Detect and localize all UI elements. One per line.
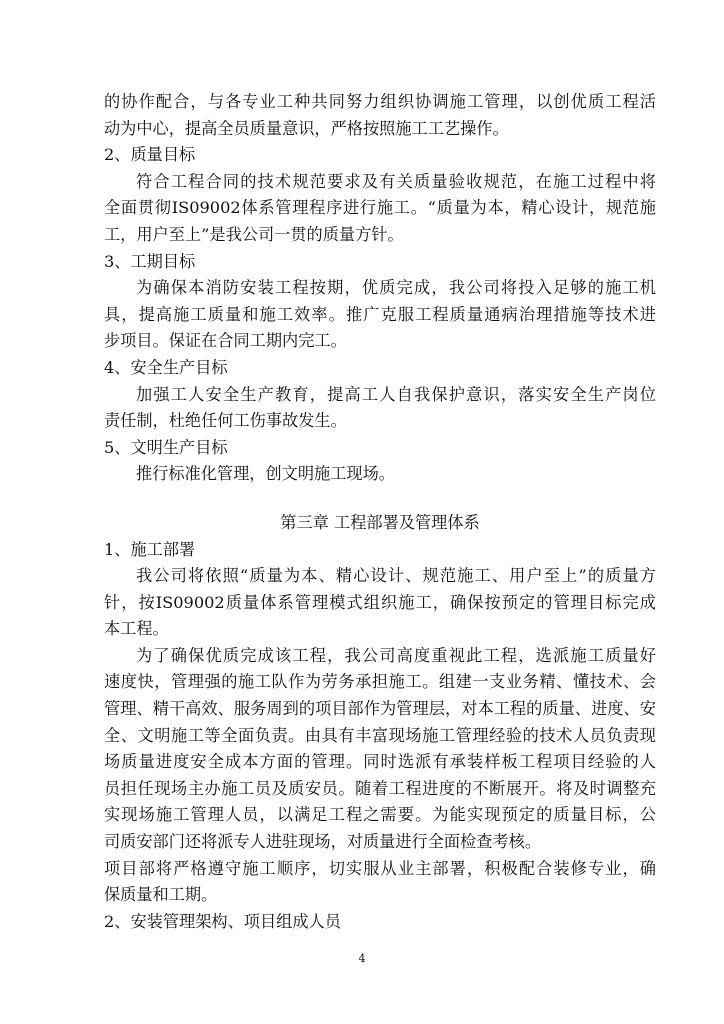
body-line: 场质量进度安全成本方面的管理。同时选派有承装样板工程项目经验的人 xyxy=(104,752,656,772)
body-line: 符合工程合同的技术规范要求及有关质量验收规范，在施工过程中将 xyxy=(136,171,656,191)
body-line: 步项目。保证在合同工期内完工。 xyxy=(104,331,347,351)
body-line: 管理、精干高效、服务周到的项目部作为管理层，对本工程的质量、进度、安 xyxy=(104,699,656,719)
section-heading: 3、工期目标 xyxy=(104,251,196,271)
body-line: 保质量和工期。 xyxy=(104,885,218,905)
body-line: 项目部将严格遵守施工顺序，切实服从业主部署，积极配合装修专业，确 xyxy=(104,858,656,878)
body-line: 全、文明施工等全面负责。由具有丰富现场施工管理经验的技术人员负责现 xyxy=(104,725,656,745)
body-line: 为确保本消防安装工程按期，优质完成，我公司将投入足够的施工机 xyxy=(136,278,656,298)
section-schedule-goal xyxy=(104,249,656,355)
chapter-title: 第三章 工程部署及管理体系 xyxy=(280,512,480,532)
section-quality-goal xyxy=(104,142,656,248)
body-line: 司质安部门还将派专人进驻现场，对质量进行全面检查考核。 xyxy=(104,832,542,852)
section-heading: 2、安装管理架构、项目组成人员 xyxy=(104,911,341,931)
body-line: 的协作配合，与各专业工种共同努力组织协调施工管理，以创优质工程活 xyxy=(104,92,656,111)
body-line: 实现场施工管理人员，以满足工程之需要。为能实现预定的质量目标，公 xyxy=(104,805,656,825)
body-line: 我公司将依照“质量为本、精心设计、规范施工、用户至上”的质量方 xyxy=(136,566,656,586)
body-line: 具，提高施工质量和施工效率。推广克服工程质量通病治理措施等技术进 xyxy=(104,304,656,324)
body-line: 责任制，杜绝任何工伤事故发生。 xyxy=(104,411,347,431)
intro-paragraph xyxy=(104,89,656,142)
body-line: 推行标准化管理，创文明施工现场。 xyxy=(136,464,395,484)
body-line: 针，按IS09002质量体系管理模式组织施工，确保按预定的管理目标完成 xyxy=(104,592,656,612)
section-heading: 4、安全生产目标 xyxy=(104,357,228,377)
section-heading: 5、文明生产目标 xyxy=(104,437,228,457)
body-line: 为了确保优质完成该工程，我公司高度重视此工程，选派施工质量好 xyxy=(136,645,656,665)
body-line: 速度快，管理强的施工队作为劳务承担施工。组建一支业务精、懂技术、会 xyxy=(104,672,656,692)
body-line: 动为中心，提高全员质量意识，严格按照施工工艺操作。 xyxy=(104,118,509,138)
document-body xyxy=(104,89,656,935)
body-line: 加强工人安全生产教育，提高工人自我保护意识，落实安全生产岗位 xyxy=(136,384,656,404)
section-safety-goal xyxy=(104,355,656,435)
section-deployment xyxy=(104,537,656,909)
section-heading: 2、质量目标 xyxy=(104,145,196,165)
section-heading: 1、施工部署 xyxy=(104,539,196,559)
body-line: 本工程。 xyxy=(104,619,169,639)
body-line: 员担任现场主办施工员及质安员。随着工程进度的不断展开。将及时调整充 xyxy=(104,778,656,798)
page-number: 4 xyxy=(358,952,366,965)
body-line: 工，用户至上”是我公司一贯的质量方针。 xyxy=(104,224,404,244)
body-line: 全面贯彻IS09002体系管理程序进行施工。“质量为本，精心设计，规范施 xyxy=(104,198,656,218)
section-civilized-goal xyxy=(104,435,656,488)
